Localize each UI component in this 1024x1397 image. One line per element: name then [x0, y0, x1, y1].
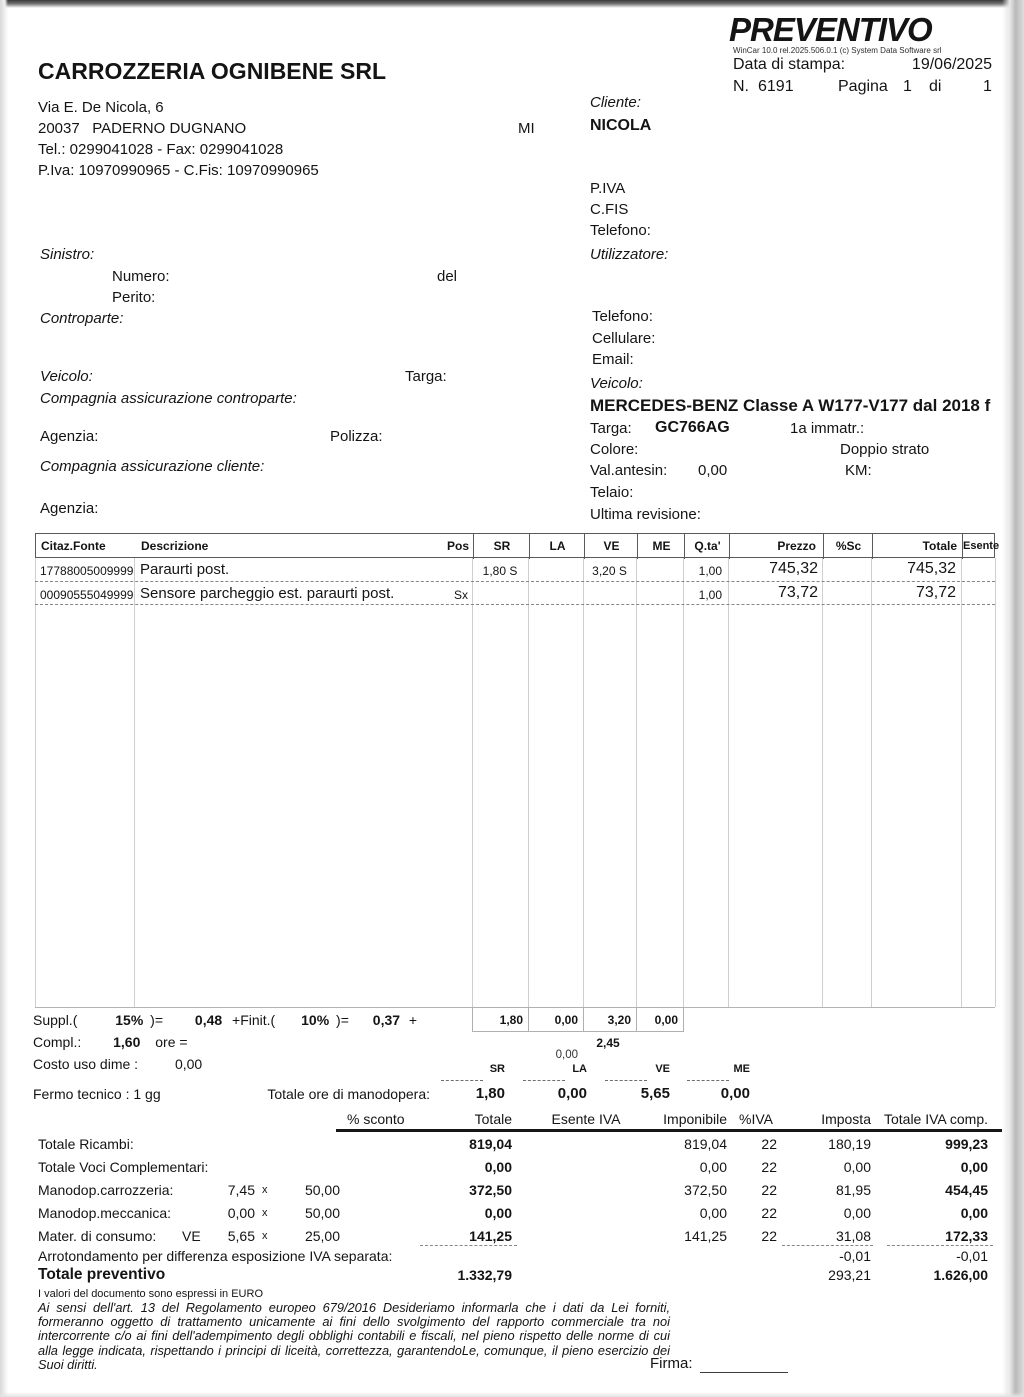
- grand-total-totale-iva: 1.626,00: [933, 1267, 988, 1283]
- col-header-prezzo: Prezzo: [729, 534, 822, 559]
- labor-col-la: LA: [572, 1063, 587, 1075]
- company-name: CARROZZERIA OGNIBENE SRL: [38, 58, 386, 84]
- tt-header-totale-iva: Totale IVA comp.: [883, 1111, 988, 1127]
- col-header-sr: SR: [473, 534, 530, 559]
- print-date-label: Data di stampa:: [733, 56, 846, 73]
- totals-totale-iva: 0,00: [960, 1205, 988, 1221]
- totals-row-label: Mater. di consumo:: [38, 1228, 157, 1244]
- customer-label: Cliente:: [590, 94, 641, 111]
- table-column-line: [683, 558, 684, 1007]
- customer-cfis-label: C.FIS: [590, 201, 629, 218]
- labor-rate: 50,00: [304, 1182, 340, 1198]
- tot-ore-la: 0,00: [557, 1085, 587, 1102]
- labor-costo-line: [33, 1056, 202, 1072]
- labor-dash: [605, 1080, 647, 1081]
- compagnia-controparte-label: Compagnia assicurazione controparte:: [40, 390, 297, 407]
- user-mobile-label: Cellulare:: [592, 330, 656, 347]
- totals-totale-iva: 0,00: [960, 1159, 988, 1175]
- targa-label: Targa:: [590, 420, 632, 437]
- numero-label: Numero:: [112, 268, 170, 285]
- scan-edge-top: [0, 0, 1024, 8]
- finit-plus: +: [408, 1012, 418, 1028]
- customer-phone-label: Telefono:: [590, 222, 651, 239]
- labor-x: x: [262, 1230, 268, 1242]
- totals-header-rule: [336, 1129, 1002, 1132]
- col-header-qta: Q.ta': [684, 534, 730, 559]
- col-header-la: LA: [529, 534, 585, 559]
- costo-uso-dime-label: Costo uso dime :: [33, 1056, 139, 1072]
- parts-table-header: [35, 533, 1000, 558]
- part-code: 17788005009999: [40, 564, 134, 578]
- polizza-label: Polizza:: [330, 428, 383, 445]
- tt-header-imponibile: Imponibile: [663, 1111, 727, 1127]
- table-column-line: [636, 558, 637, 1007]
- company-province: MI: [518, 120, 535, 137]
- doc-number: 6191: [758, 78, 794, 95]
- grand-total-imposta: 293,21: [828, 1267, 871, 1283]
- totals-imponibile: 372,50: [684, 1182, 727, 1198]
- costo-uso-dime-value: 0,00: [174, 1056, 203, 1072]
- user-email-label: Email:: [592, 351, 634, 368]
- suppl-val: 0,48: [194, 1012, 223, 1028]
- grand-total-label: Totale preventivo: [38, 1266, 166, 1283]
- doc-title: PREVENTIVO: [729, 11, 932, 48]
- labor-col-me: ME: [733, 1063, 750, 1075]
- scan-edge-right: [1002, 0, 1024, 1397]
- col-header-ve: VE: [584, 534, 638, 559]
- tot-ore-ve: 5,65: [640, 1085, 670, 1102]
- totals-totale-iva: 999,23: [945, 1136, 988, 1152]
- totale-ore-label: Totale ore di manodopera:: [267, 1086, 430, 1102]
- table-column-line: [583, 558, 584, 1007]
- labor-suppl-line: [33, 1012, 417, 1028]
- totals-imponibile: 141,25: [684, 1228, 727, 1244]
- labor-dash: [441, 1080, 483, 1081]
- finit-label: +Finit.(: [232, 1012, 276, 1028]
- signature-label: Firma:: [650, 1355, 693, 1372]
- table-border-right: [995, 558, 996, 1007]
- totals-totale-iva: -0,01: [956, 1248, 988, 1264]
- totals-totale: 0,00: [484, 1205, 512, 1221]
- user-phone-label: Telefono:: [592, 308, 653, 325]
- targa-value: GC766AG: [655, 419, 730, 436]
- part-price: 745,32: [769, 560, 818, 577]
- totals-totale: 141,25: [469, 1228, 512, 1244]
- company-phone-fax: Tel.: 0299041028 - Fax: 0299041028: [38, 141, 284, 158]
- sinistro-label: Sinistro:: [40, 246, 95, 263]
- part-qty: 1,00: [698, 564, 722, 578]
- part-sr-hours: 1,80 S: [482, 564, 518, 578]
- compl-total: 2,45: [596, 1036, 620, 1050]
- totals-totale-iva: 454,45: [945, 1182, 988, 1198]
- table-column-line: [728, 558, 729, 1007]
- totals-iva: 22: [761, 1228, 777, 1244]
- val-antesin-value: 0,00: [698, 462, 728, 479]
- col-header-pos: Pos: [446, 539, 469, 553]
- totals-imposta: 0,00: [843, 1159, 871, 1175]
- ore-label: ore =: [155, 1034, 188, 1050]
- labor-col-sr: SR: [489, 1063, 505, 1075]
- tot-ore-me: 0,00: [720, 1085, 750, 1102]
- col-header-esente: Esente: [962, 534, 996, 559]
- totals-row-label: Manodop.meccanica:: [38, 1205, 172, 1221]
- suppl-ve-cell: 3,20: [583, 1007, 637, 1032]
- costo-value-2: 0,00: [555, 1049, 578, 1061]
- part-qty: 1,00: [698, 588, 722, 602]
- scan-edge-bottom: [0, 1392, 1024, 1397]
- totals-dash: [782, 1245, 873, 1246]
- del-label: del: [437, 268, 458, 285]
- val-antesin-label: Val.antesin:: [590, 462, 668, 479]
- part-description: Sensore parcheggio est. paraurti post.: [140, 585, 395, 602]
- page-label: Pagina: [838, 78, 888, 95]
- part-total: 73,72: [915, 584, 956, 601]
- table-column-line: [822, 558, 823, 1007]
- suppl-me-cell: 0,00: [636, 1007, 684, 1032]
- agenzia-label: Agenzia:: [40, 428, 99, 445]
- suppl-label: Suppl.(: [33, 1012, 78, 1028]
- totals-row-label: Manodop.carrozzeria:: [38, 1182, 174, 1198]
- totals-imposta: -0,01: [839, 1248, 871, 1264]
- signature-line: [700, 1356, 788, 1373]
- suppl-la-cell: 0,00: [528, 1007, 584, 1032]
- claim-targa-label: Targa:: [405, 368, 447, 385]
- compl-val: 1,60: [113, 1034, 141, 1050]
- grand-total-totale: 1.332,79: [457, 1267, 512, 1283]
- labor-dash: [687, 1080, 729, 1081]
- totals-totale: 372,50: [469, 1182, 512, 1198]
- scan-edge-left: [0, 0, 8, 1397]
- part-code: 00090555049999: [40, 588, 134, 602]
- tt-header-iva: %IVA: [739, 1111, 773, 1127]
- labor-qty: 0,00: [227, 1205, 255, 1221]
- row-separator: [35, 604, 995, 605]
- col-header-me: ME: [637, 534, 685, 559]
- labor-x: x: [262, 1184, 268, 1196]
- currency-note: I valori del documento sono espressi in EURO: [38, 1288, 263, 1300]
- software-version: WinCar 10.0 rel.2025.506.0.1 (c) System Data Software srl: [733, 46, 942, 55]
- table-column-line: [134, 558, 135, 1007]
- page-total: 1: [983, 78, 992, 95]
- totals-imposta: 81,95: [835, 1182, 871, 1198]
- totals-row-label: Totale Voci Complementari:: [38, 1159, 209, 1175]
- row-separator: [35, 581, 995, 582]
- totals-imposta: 31,08: [835, 1228, 871, 1244]
- table-column-line: [961, 558, 962, 1007]
- labor-dash: [523, 1080, 565, 1081]
- col-header-sc: %Sc: [823, 534, 873, 559]
- totals-imposta: 180,19: [828, 1136, 871, 1152]
- totals-totale: 819,04: [469, 1136, 512, 1152]
- telaio-label: Telaio:: [590, 484, 634, 501]
- totals-imponibile: 0,00: [699, 1159, 727, 1175]
- labor-rate: 25,00: [304, 1228, 340, 1244]
- part-pos: Sx: [453, 588, 468, 602]
- privacy-notice: Ai sensi dell'art. 13 del Regolamento europeo 679/2016 Desideriamo informarla che i dati da Lei forniti, formeranno oggetto di trattamento unicamente ai fini dello svolgimento del rapporto commerciale tra noi intercorrente c/o ai fini dell'adempimento degli obblighi contabili e fiscali, nel pieno rispetto delle norme di cui alla legge indicata, rispettando i principi di liceità, correttezza, garantendoLe, comunque, il pieno esercizio dei Suoi diritti.: [38, 1300, 670, 1372]
- finit-val: 0,37: [372, 1012, 401, 1028]
- totals-row-label: Totale Ricambi:: [38, 1136, 134, 1152]
- labor-ve-tag: VE: [182, 1228, 201, 1244]
- finit-eq: )=: [336, 1012, 349, 1028]
- totals-row-label: Arrotondamento per differenza esposizione IVA separata:: [38, 1248, 393, 1264]
- suppl-eq: )=: [150, 1012, 164, 1028]
- table-border-left: [35, 558, 36, 1007]
- table-column-line: [472, 558, 473, 1007]
- compagnia-cliente-label: Compagnia assicurazione cliente:: [40, 458, 265, 475]
- tt-header-esente: Esente IVA: [551, 1111, 621, 1127]
- part-description: Paraurti post.: [140, 561, 230, 578]
- company-vat: P.Iva: 10970990965 - C.Fis: 10970990965: [38, 162, 319, 179]
- perito-label: Perito:: [112, 289, 156, 306]
- tt-header-totale: Totale: [474, 1111, 512, 1127]
- labor-qty: 7,45: [227, 1182, 255, 1198]
- immatr-label: 1a immatr.:: [790, 420, 865, 437]
- col-header-descrizione: Descrizione: [141, 539, 209, 553]
- colore-label: Colore:: [590, 441, 639, 458]
- totals-dash: [887, 1245, 993, 1246]
- part-price: 73,72: [777, 584, 818, 601]
- colore-value: Doppio strato: [840, 441, 930, 458]
- claim-veicolo-label: Veicolo:: [40, 368, 93, 385]
- totals-imposta: 0,00: [843, 1205, 871, 1221]
- labor-col-ve: VE: [655, 1063, 670, 1075]
- labor-qty: 5,65: [227, 1228, 255, 1244]
- col-header-citaz-fonte: Citaz.Fonte: [41, 539, 106, 553]
- company-address: Via E. De Nicola, 6: [38, 99, 164, 116]
- compl-label: Compl.:: [33, 1034, 82, 1050]
- labor-x: x: [262, 1207, 268, 1219]
- col-header-totale: Totale: [872, 534, 962, 559]
- totals-iva: 22: [761, 1205, 777, 1221]
- suppl-pct: 15%: [115, 1012, 144, 1028]
- print-date-value: 19/06/2025: [911, 56, 992, 73]
- tot-ore-sr: 1,80: [475, 1085, 505, 1102]
- finit-pct: 10%: [301, 1012, 330, 1028]
- totals-dash: [420, 1245, 517, 1246]
- controparte-label: Controparte:: [40, 310, 124, 327]
- totals-totale: 0,00: [484, 1159, 512, 1175]
- totals-totale-iva: 172,33: [945, 1228, 988, 1244]
- fermo-tecnico-label: Fermo tecnico : 1 gg: [33, 1086, 161, 1102]
- part-total: 745,32: [907, 560, 956, 577]
- table-column-line: [528, 558, 529, 1007]
- totals-imponibile: 0,00: [699, 1205, 727, 1221]
- user-veicolo-label: Veicolo:: [590, 375, 643, 392]
- utilizzatore-label: Utilizzatore:: [590, 246, 669, 263]
- revisione-label: Ultima revisione:: [590, 506, 701, 523]
- tt-header-sconto: % sconto: [347, 1111, 405, 1127]
- customer-piva-label: P.IVA: [590, 180, 626, 197]
- page-current: 1: [903, 78, 912, 95]
- table-column-line: [871, 558, 872, 1007]
- page-of-label: di: [929, 78, 942, 95]
- totals-iva: 22: [761, 1159, 777, 1175]
- company-cap-city: 20037 PADERNO DUGNANO: [38, 120, 247, 137]
- tt-header-imposta: Imposta: [821, 1111, 871, 1127]
- totals-iva: 22: [761, 1136, 777, 1152]
- vehicle-description: MERCEDES-BENZ Classe A W177-V177 dal 2018 f: [590, 396, 991, 415]
- doc-number-label: N.: [733, 78, 749, 95]
- km-label: KM:: [845, 462, 872, 479]
- totals-imponibile: 819,04: [684, 1136, 727, 1152]
- totals-iva: 22: [761, 1182, 777, 1198]
- agenzia2-label: Agenzia:: [40, 500, 99, 517]
- labor-compl-line: [33, 1034, 188, 1050]
- labor-rate: 50,00: [304, 1205, 340, 1221]
- part-ve-hours: 3,20 S: [592, 564, 627, 578]
- suppl-sr-cell: 1,80: [472, 1007, 529, 1032]
- customer-name: NICOLA: [590, 117, 652, 134]
